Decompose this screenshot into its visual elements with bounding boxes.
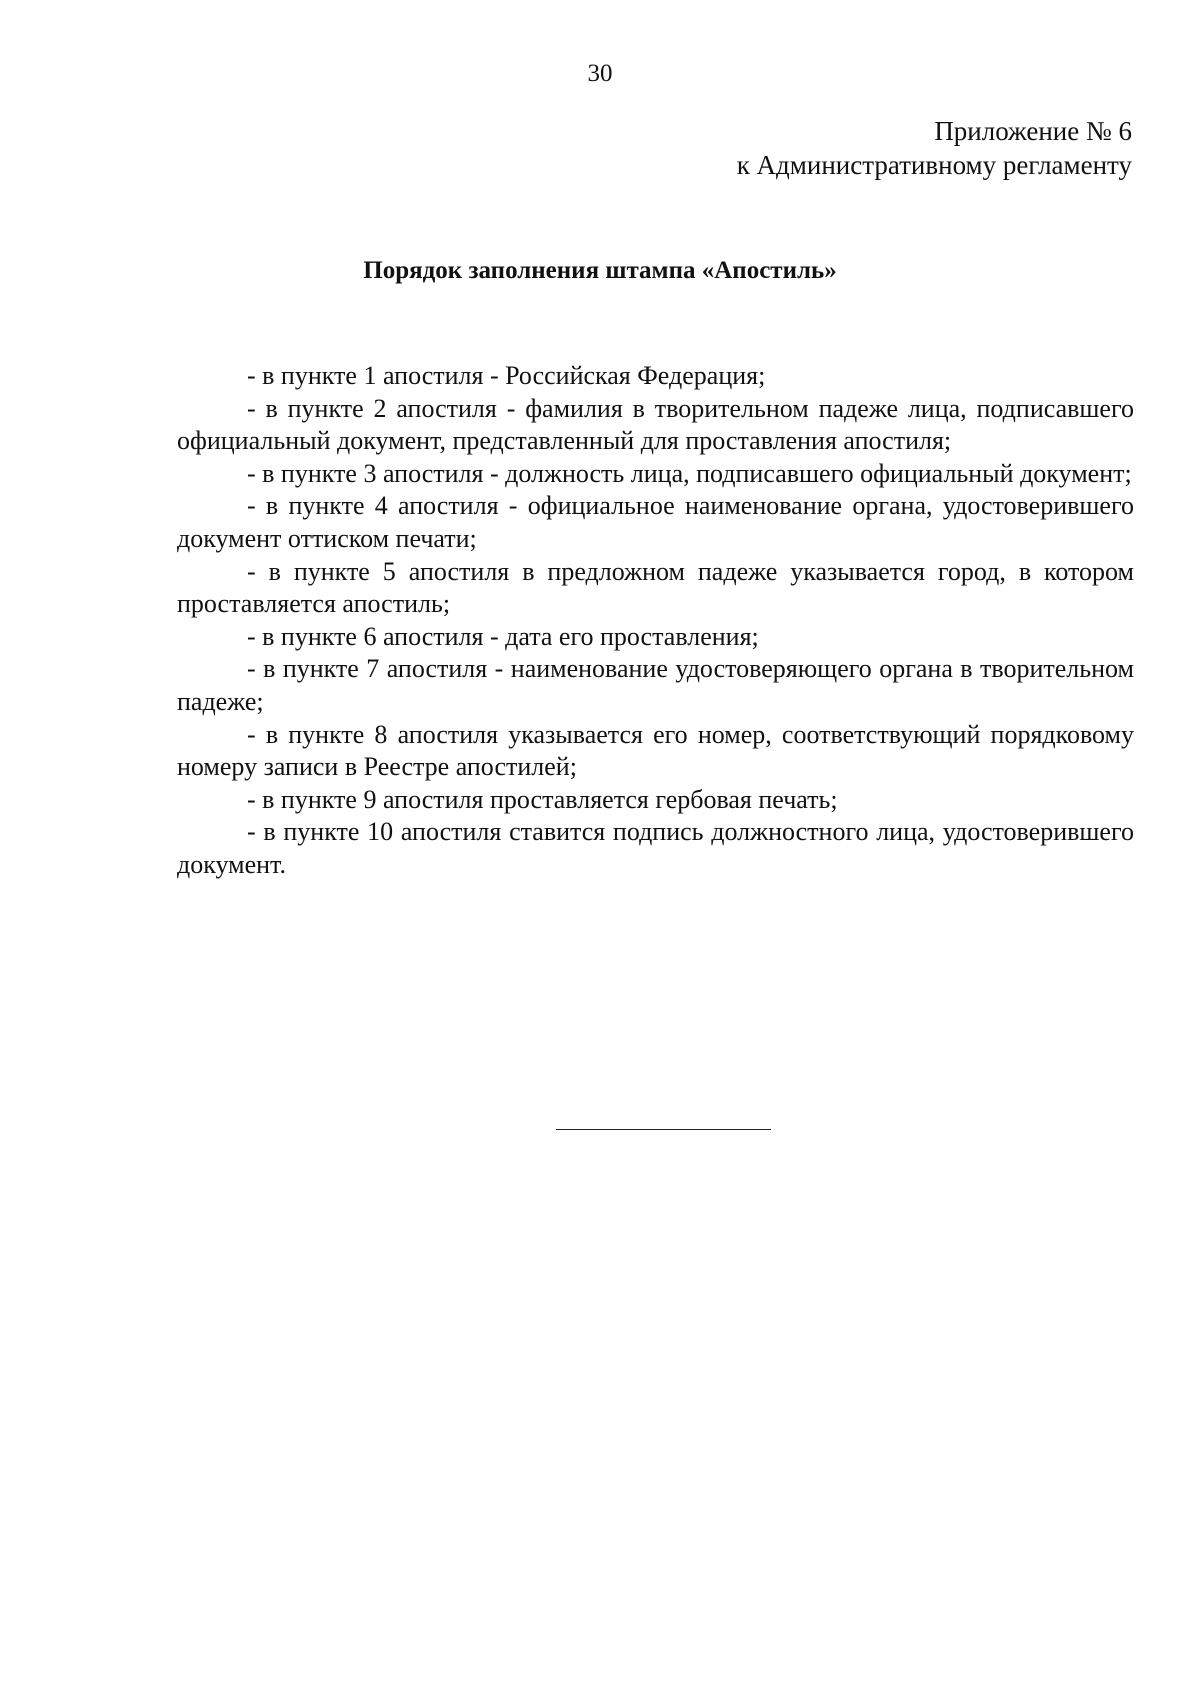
instruction-item: - в пункте 4 апостиля - официальное наименование органа, удостоверившего документ оттиском печати; xyxy=(177,491,1134,553)
instruction-item: - в пункте 2 апостиля - фамилия в творительном падеже лица, подписавшего официальный документ, представленный для проставления апостиля; xyxy=(177,393,1134,456)
appendix-number: Приложение № 6 xyxy=(934,116,1132,146)
instruction-item: - в пункте 9 апостиля проставляется гербовая печать; xyxy=(247,784,838,814)
instruction-item: - в пункте 1 апостиля - Российская Федерация; xyxy=(247,361,766,390)
document-title: Порядок заполнения штампа «Апостиль» xyxy=(363,257,837,284)
instruction-item: - в пункте 5 апостиля в предложном падеже указывается город, в котором проставляется апостиль; xyxy=(177,556,1134,619)
instruction-item: - в пункте 8 апостиля указывается его номер, соответствующий порядковому номеру записи в Реестре апостилей; xyxy=(177,719,1134,782)
instruction-list xyxy=(177,360,1134,882)
instruction-item: - в пункте 10 апостиля ставится подпись должностного лица, удостоверившего документ. xyxy=(177,817,1134,879)
page-number: 30 xyxy=(587,60,613,87)
appendix-reference xyxy=(737,114,1132,182)
appendix-regulation: к Административному регламенту xyxy=(736,150,1132,180)
end-separator-line xyxy=(556,1129,771,1130)
instruction-item: - в пункте 3 апостиля - должность лица, подписавшего официальный документ; xyxy=(247,458,1132,488)
instruction-item: - в пункте 7 апостиля - наименование удостоверяющего органа в творительном падеже; xyxy=(177,654,1134,716)
instruction-item: - в пункте 6 апостиля - дата его проставления; xyxy=(247,621,759,651)
